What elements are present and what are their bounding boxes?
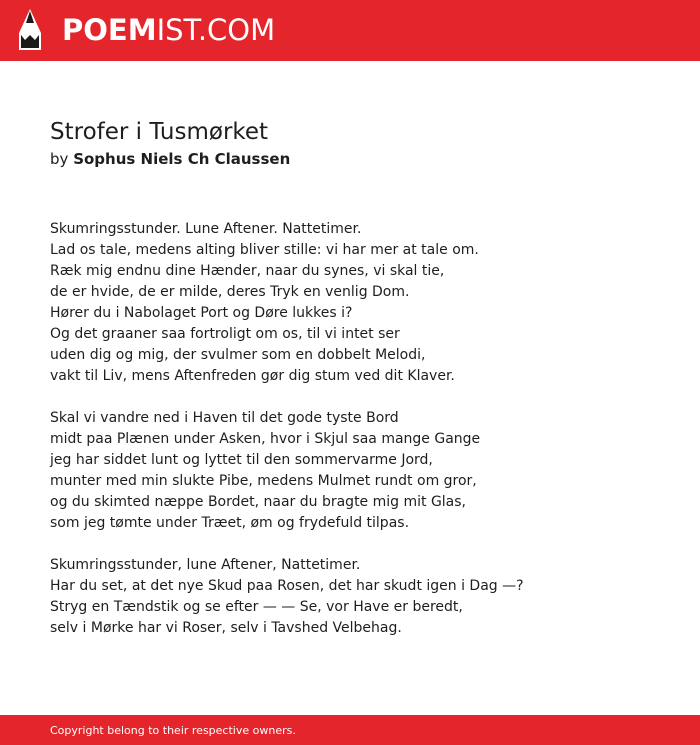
brand-bold: POEM [62, 13, 157, 47]
poem-line: Og det graaner saa fortroligt om os, til vi intet ser [50, 326, 400, 342]
site-logo-text[interactable] [62, 12, 275, 48]
stanza [50, 408, 670, 534]
copyright-text: Copyright belong to their respective owners. [50, 724, 296, 737]
poem-line: vakt til Liv, mens Aftenfreden gør dig stum ved dit Klaver. [50, 368, 455, 384]
poem-line: som jeg tømte under Træet, øm og frydefuld tilpas. [50, 515, 410, 531]
poem-body [50, 219, 670, 660]
poem-line: jeg har siddet lunt og lyttet til den sommervarme Jord, [50, 452, 433, 468]
poem-line: Skumringsstunder, lune Aftener, Nattetimer. [50, 557, 361, 573]
poem-title: Strofer i Tusmørket [50, 119, 269, 145]
poem-line: og du skimted næppe Bordet, naar du bragte mig mit Glas, [50, 494, 467, 510]
stanza [50, 555, 670, 639]
poem-line: Lad os tale, medens alting bliver stille: vi har mer at tale om. [50, 242, 479, 258]
poem-line: Skumringsstunder. Lune Aftener. Nattetimer. [50, 221, 362, 237]
brand-rest: IST.COM [156, 13, 276, 47]
poem-line: Hører du i Nabolaget Port og Døre lukkes i? [50, 305, 353, 321]
poem-line: de er hvide, de er milde, deres Tryk en venlig Dom. [50, 284, 410, 300]
byline [50, 149, 290, 169]
poem-line: munter med min slukte Pibe, medens Mulmet rundt om gror, [50, 473, 477, 489]
pencil-tip-icon[interactable] [18, 9, 42, 51]
poem-line: Har du set, at det nye Skud paa Rosen, det har skudt igen i Dag —? [50, 578, 524, 594]
poem-line: midt paa Plænen under Asken, hvor i Skjul saa mange Gange [50, 431, 481, 447]
by-label: by [50, 150, 69, 168]
poem-line: Stryg en Tændstik og se efter — — Se, vor Have er beredt, [50, 599, 463, 615]
poem-line: selv i Mørke har vi Roser, selv i Tavshed Velbehag. [50, 620, 402, 636]
author-name[interactable]: Sophus Niels Ch Claussen [73, 150, 291, 168]
site-header [0, 0, 700, 61]
site-footer [0, 715, 700, 745]
stanza [50, 219, 670, 387]
poem-line: Ræk mig endnu dine Hænder, naar du synes, vi skal tie, [50, 263, 445, 279]
poem-line: uden dig og mig, der svulmer som en dobbelt Melodi, [50, 347, 426, 363]
poem-line: Skal vi vandre ned i Haven til det gode tyste Bord [50, 410, 399, 426]
